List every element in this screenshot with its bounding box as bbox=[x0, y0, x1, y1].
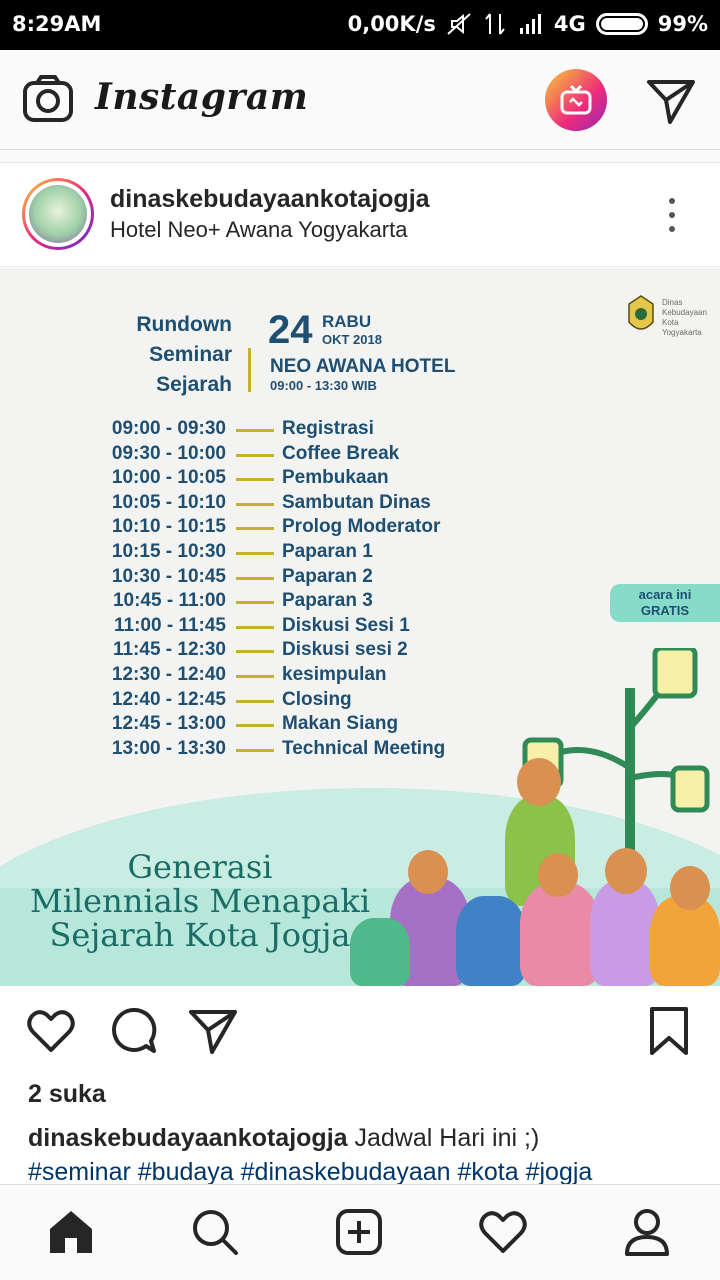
schedule-item: Paparan 3 bbox=[282, 590, 373, 612]
poster-day: 24 bbox=[268, 308, 313, 352]
bottom-navigation bbox=[0, 1184, 720, 1280]
schedule-dash bbox=[236, 478, 274, 481]
net-speed: 0,00K/s bbox=[347, 12, 436, 36]
schedule-time: 09:30 - 10:00 bbox=[111, 442, 226, 464]
poster-hours: 09:00 - 13:30 WIB bbox=[270, 378, 377, 393]
like-heart-icon[interactable] bbox=[26, 1006, 76, 1056]
crowd-figure-blue bbox=[456, 896, 526, 986]
poster-title: Rundown Seminar Sejarah bbox=[136, 313, 232, 396]
direct-message-icon[interactable] bbox=[646, 78, 696, 124]
schedule-row bbox=[0, 418, 520, 443]
poster-tagline: Generasi Milennials Menapaki Sejarah Kota Jogja bbox=[29, 848, 371, 954]
schedule-row bbox=[0, 738, 520, 763]
schedule-time: 09:00 - 09:30 bbox=[111, 418, 226, 439]
search-icon[interactable] bbox=[190, 1207, 240, 1257]
mute-icon bbox=[446, 12, 472, 36]
schedule-row bbox=[0, 467, 520, 492]
schedule-row bbox=[0, 639, 520, 664]
schedule-list bbox=[0, 418, 520, 762]
caption-text: Jadwal Hari ini ;) bbox=[347, 1124, 540, 1152]
schedule-item: Makan Siang bbox=[282, 713, 399, 735]
caption-username[interactable]: dinaskebudayaankotajogja bbox=[28, 1124, 348, 1152]
schedule-dash bbox=[236, 749, 274, 752]
igtv-icon[interactable] bbox=[545, 69, 607, 131]
status-right bbox=[348, 12, 708, 36]
schedule-dash bbox=[236, 626, 274, 629]
schedule-time: 10:10 - 10:15 bbox=[111, 516, 226, 538]
schedule-row bbox=[0, 590, 520, 615]
home-icon[interactable] bbox=[46, 1207, 96, 1257]
signal-icon bbox=[518, 12, 544, 36]
top-app-bar bbox=[0, 50, 720, 150]
schedule-dash bbox=[236, 454, 274, 457]
schedule-time: 10:05 - 10:10 bbox=[111, 491, 226, 513]
schedule-time: 10:00 - 10:05 bbox=[111, 467, 226, 489]
schedule-item: Diskusi Sesi 1 bbox=[282, 614, 410, 636]
comment-icon[interactable] bbox=[108, 1006, 158, 1056]
schedule-time: 13:00 - 13:30 bbox=[111, 737, 226, 759]
profile-icon[interactable] bbox=[622, 1207, 672, 1257]
schedule-dash bbox=[236, 552, 274, 555]
schedule-row bbox=[0, 516, 520, 541]
poster-month: OKT 2018 bbox=[322, 332, 382, 347]
schedule-dash bbox=[236, 429, 274, 432]
add-post-icon[interactable] bbox=[334, 1207, 384, 1257]
poster-day-name: RABU bbox=[322, 312, 372, 331]
schedule-dash bbox=[236, 527, 274, 530]
crowd-head bbox=[408, 850, 448, 894]
share-icon[interactable] bbox=[188, 1006, 238, 1056]
schedule-dash bbox=[236, 503, 274, 506]
data-transfer-icon bbox=[482, 12, 508, 36]
schedule-row bbox=[0, 664, 520, 689]
activity-heart-icon[interactable] bbox=[478, 1207, 528, 1257]
schedule-row bbox=[0, 615, 520, 640]
schedule-dash bbox=[236, 700, 274, 703]
crowd-head bbox=[670, 866, 710, 910]
schedule-item: Registrasi bbox=[282, 418, 374, 439]
schedule-item: kesimpulan bbox=[282, 663, 387, 685]
poster-divider bbox=[248, 348, 251, 392]
network-type: 4G bbox=[553, 12, 586, 36]
schedule-time: 12:40 - 12:45 bbox=[111, 688, 226, 710]
schedule-row bbox=[0, 713, 520, 738]
status-bar bbox=[0, 0, 720, 50]
schedule-time: 10:30 - 10:45 bbox=[111, 565, 226, 587]
schedule-time: 11:00 - 11:45 bbox=[114, 614, 226, 636]
free-event-badge: acara ini GRATIS bbox=[610, 584, 720, 622]
schedule-item: Coffee Break bbox=[282, 442, 400, 464]
more-options-icon[interactable] bbox=[660, 198, 684, 234]
schedule-dash bbox=[236, 724, 274, 727]
crowd-head bbox=[517, 758, 561, 806]
battery-level: 99% bbox=[657, 12, 708, 36]
likes-count[interactable]: 2 suka bbox=[28, 1080, 106, 1108]
post-caption bbox=[28, 1122, 708, 1154]
crowd-figure-pink bbox=[520, 883, 600, 986]
schedule-item: Pembukaan bbox=[282, 467, 389, 489]
crowd-head bbox=[538, 853, 578, 897]
poster-org-name: Dinas Kebudayaan Kota Yogyakarta bbox=[662, 298, 707, 337]
schedule-row bbox=[0, 492, 520, 517]
app-logo: Instagram bbox=[95, 76, 309, 118]
schedule-time: 12:45 - 13:00 bbox=[111, 713, 226, 735]
schedule-item: Prolog Moderator bbox=[282, 516, 441, 538]
schedule-time: 10:15 - 10:30 bbox=[111, 540, 226, 562]
schedule-item: Technical Meeting bbox=[282, 737, 446, 759]
status-time: 8:29AM bbox=[12, 12, 102, 36]
post-hashtags[interactable]: #seminar #budaya #dinaskebudayaan #kota #jogja bbox=[28, 1158, 593, 1184]
crowd-head bbox=[605, 848, 647, 894]
schedule-dash bbox=[236, 650, 274, 653]
post-header bbox=[0, 163, 720, 267]
schedule-row bbox=[0, 443, 520, 468]
schedule-row bbox=[0, 566, 520, 591]
schedule-dash bbox=[236, 601, 274, 604]
schedule-time: 11:45 - 12:30 bbox=[112, 639, 226, 661]
bookmark-icon[interactable] bbox=[644, 1006, 694, 1056]
camera-icon[interactable] bbox=[22, 74, 74, 124]
schedule-time: 10:45 - 11:00 bbox=[112, 590, 226, 612]
schedule-row bbox=[0, 689, 520, 714]
schedule-item: Paparan 1 bbox=[282, 540, 373, 562]
schedule-dash bbox=[236, 577, 274, 580]
post-username[interactable]: dinaskebudayaankotajogja bbox=[110, 185, 430, 213]
schedule-time: 12:30 - 12:40 bbox=[111, 663, 226, 685]
post-image[interactable] bbox=[0, 268, 720, 986]
schedule-item: Paparan 2 bbox=[282, 565, 373, 587]
battery-icon bbox=[596, 13, 648, 35]
post-actions bbox=[0, 986, 720, 1072]
poster-venue: NEO AWANA HOTEL bbox=[270, 356, 456, 377]
schedule-item: Closing bbox=[282, 688, 352, 710]
schedule-item: Diskusi sesi 2 bbox=[282, 639, 408, 661]
feed-divider bbox=[0, 151, 720, 163]
schedule-row bbox=[0, 541, 520, 566]
avatar[interactable] bbox=[22, 178, 94, 250]
schedule-dash bbox=[236, 675, 274, 678]
schedule-item: Sambutan Dinas bbox=[282, 491, 431, 513]
post-location[interactable]: Hotel Neo+ Awana Yogyakarta bbox=[110, 217, 408, 242]
city-emblem-icon bbox=[625, 294, 657, 338]
